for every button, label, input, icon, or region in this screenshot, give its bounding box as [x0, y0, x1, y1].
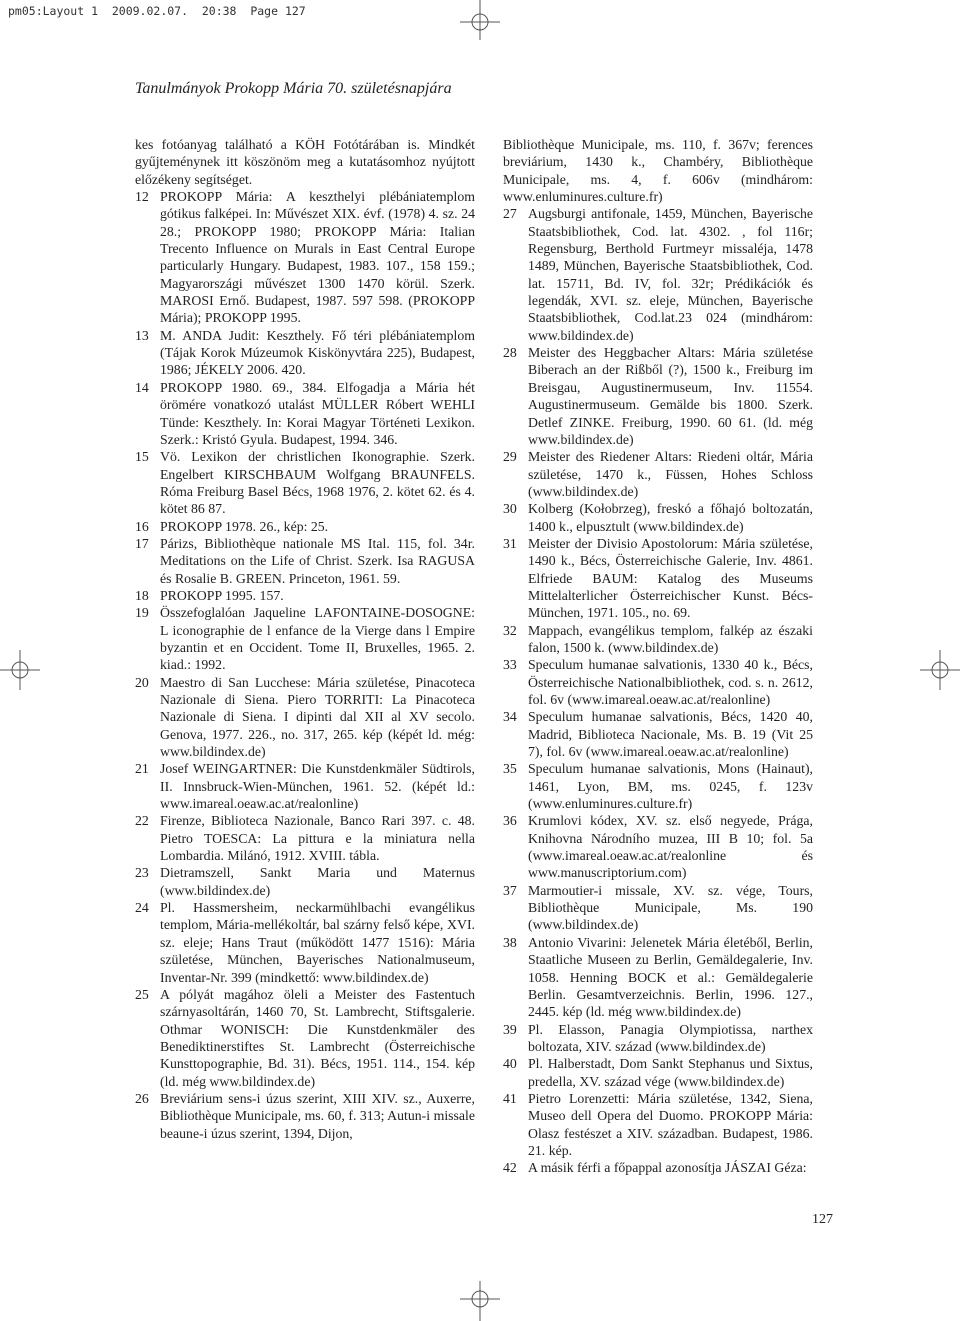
footnote-number: 18	[135, 587, 149, 603]
footnote	[135, 674, 475, 761]
footnote	[503, 535, 813, 622]
footnote-number: 22	[135, 813, 149, 829]
footnote-text: Pl. Elasson, Panagia Olympiotissa, narthex boltozata, XIV. század (www.bildindex.de)	[528, 1021, 813, 1054]
footnote-number: 25	[135, 986, 149, 1002]
footnote-text: Vö. Lexikon der christlichen Ikonographie. Szerk. Engelbert KIRSCHBAUM Wolfgang BRAUNFELS. Róma Freiburg Basel Bécs, 1968 1976, 2. kötet 62. és 4. kötet 86 87.	[160, 449, 475, 517]
footnote	[503, 1090, 813, 1159]
footnote-text: Pietro Lorenzetti: Mária születése, 1342, Siena, Museo dell Opera del Duomo. PROKOPP Mária: Olasz festészet a XIV. században. Budapest, 1986. 21. kép.	[528, 1090, 813, 1158]
footnote-text: Mappach, evangélikus templom, falkép az északi falon, 1500 k. (www.bildindex.de)	[528, 622, 813, 655]
footnote-number: 17	[135, 535, 149, 551]
crop-mark-bottom-icon	[450, 1281, 510, 1321]
footnote-text: Breviárium sens-i úzus szerint, XIII XIV. sz., Auxerre, Bibliothèque Municipale, ms. 60, f. 313; Autun-i missale beaune-i úzus szerint, 1394, Dijon,	[160, 1090, 475, 1141]
footnote-text: Összefoglalóan Jaqueline LAFONTAINE-DOSOGNE: L iconographie de l enfance de la Vierge dans l Empire byzantin et en Occident. Tome II, Bruxelles, 1965. 2. kiad.: 1992.	[160, 605, 475, 673]
footnote-number: 32	[503, 622, 517, 638]
footnote	[503, 934, 813, 1021]
footnote	[503, 760, 813, 812]
footnote	[135, 188, 475, 327]
footnote-text: Meister der Divisio Apostolorum: Mária születése, 1490 k., Bécs, Österreichische Galerie, Inv. 4861. Elfriede BAUM: Katalog des Museums Mittelalterlicher Österreichischer Kunst. Bécs-München, 1971. 105., no. 69.	[528, 535, 813, 621]
footnote-number: 37	[503, 882, 517, 898]
print-slug: pm05:Layout 1 2009.02.07. 20:38 Page 127	[8, 4, 306, 18]
footnote	[503, 500, 813, 535]
footnote-text: A másik férfi a főpappal azonosítja JÁSZAI Géza:	[528, 1160, 807, 1176]
footnote	[135, 379, 475, 448]
footnote-number: 31	[503, 535, 517, 551]
footnote	[135, 518, 475, 535]
footnote-text: Firenze, Biblioteca Nazionale, Banco Rari 397. c. 48. Pietro TOESCA: La pittura e la miniatura nella Lombardia. Milánó, 1912. XVIII. tábla.	[160, 813, 475, 864]
footnote-text: Pl. Halberstadt, Dom Sankt Stephanus und Sixtus, predella, XV. század vége (www.bildindex.de)	[528, 1056, 813, 1089]
footnote	[135, 604, 475, 673]
footnote	[135, 587, 475, 604]
footnote-text: A pólyát magához öleli a Meister des Fastentuch szárnyasoltárán, 1460 70, St. Lambrecht, Stiftsgalerie. Othmar WONISCH: Die Kunstdenkmäler des Benediktinerstiftes St. Lambrecht (Österreichische Kunsttopographie, Bd. 31). Bécs, 1951. 114., 154. kép (ld. még www.bildindex.de)	[160, 986, 475, 1089]
crop-mark-top-icon	[450, 0, 510, 40]
footnote-number: 12	[135, 189, 149, 205]
footnote-text: PROKOPP 1980. 69., 384. Elfogadja a Mária hét örömére vonatkozó utalást MÜLLER Róbert WEHLI Tünde: Keszthely. In: Korai Magyar Történeti Lexikon. Szerk.: Kristó Gyula. Budapest, 1994. 346.	[160, 379, 475, 447]
footnote-text: Párizs, Bibliothèque nationale MS Ital. 115, fol. 34r. Meditations on the Life of Christ. Szerk. Isa RAGUSA és Rosalie B. GREEN. Princeton, 1961. 59.	[160, 535, 475, 586]
footnote-text: kes fotóanyag található a KÖH Fotótárában is. Mindkét gyűjteménynek itt köszönöm meg a kutatásomhoz nyújtott előzékeny segítséget.	[135, 137, 475, 187]
footnote-number: 33	[503, 657, 517, 673]
footnote-text: Josef WEINGARTNER: Die Kunstdenkmäler Südtirols, II. Innsbruck-Wien-München, 1961. 52. (képét ld.: www.imareal.oeaw.ac.at/realonline)	[160, 761, 475, 812]
footnote-text: Bibliothèque Municipale, ms. 110, f. 367v; ferences breviárium, 1430 k., Chambéry, Bibliothèque Municipale, ms. 4, f. 606v (mindhárom: www.enluminures.culture.fr)	[503, 137, 813, 205]
footnote-text: Meister des Riedener Altars: Riedeni oltár, Mária születése, 1470 k., Füssen, Hohes Schloss (www.bildindex.de)	[528, 449, 813, 499]
footnote-text: M. ANDA Judit: Keszthely. Fő téri plébániatemplom (Tájak Korok Múzeumok Kiskönyvtára 225), Budapest, 1986; JÉKELY 2006. 420.	[160, 327, 475, 378]
footnote	[503, 1159, 813, 1176]
footnote-number: 16	[135, 518, 149, 534]
footnote-text: Augsburgi antifonale, 1459, München, Bayerische Staatsbibliothek, Cod. lat. 4302. , fol 116r; Regensburg, Berthold Furtmeyr missaléja, 1478 1489, München, Bayerische Staatsbibliothek, Cod. lat. 15711, Bd. IV, fol. 32r; Prédikációk és legendák, XVI. sz. eleje, München, Bayerische Staatsbibliothek, Cod.lat.23 024 (mindhárom: www.bildindex.de)	[528, 206, 813, 343]
footnote-number: 19	[135, 605, 149, 621]
footnote-text: Krumlovi kódex, XV. sz. első negyede, Prága, Knihovna Národního muzea, III B 10; fol. 5a (www.imareal.oeaw.ac.at/realonline és www.manuscriptorium.com)	[528, 813, 813, 881]
footnote-number: 34	[503, 709, 517, 725]
footnote	[135, 535, 475, 587]
footnote	[135, 1090, 475, 1142]
footnotes-left-column	[135, 136, 475, 1142]
footnote-text: Dietramszell, Sankt Maria und Maternus (www.bildindex.de)	[160, 865, 475, 898]
footnote	[135, 136, 475, 188]
footnote-number: 14	[135, 379, 149, 395]
footnote-text: PROKOPP Mária: A keszthelyi plébániatemplom gótikus falképei. In: Művészet XIX. évf. (1978) 4. sz. 24 28.; PROKOPP 1980; PROKOPP Mária: Italian Trecento Influence on Murals in East Central Europe particularly Hungary. Budapest, 1983. 107., 158 159.; Magyarországi művészet 1300 1470 körül. Szerk. MAROSI Ernő. Budapest, 1987. 597 598. (PROKOPP Mária); PROKOPP 1995.	[160, 189, 475, 326]
footnote-number: 26	[135, 1090, 149, 1106]
footnote	[135, 899, 475, 986]
footnote-text: Pl. Hassmersheim, neckarmühlbachi evangélikus templom, Mária-mellékoltár, bal szárny felső képe, XVI. sz. eleje; Hans Traut (működött 1477 1516): Mária születése, München, Bayerisches Nationalmuseum, Inventar-Nr. 399 (mindkettő: www.bildindex.de)	[160, 900, 475, 985]
footnote-number: 20	[135, 674, 149, 690]
footnote-number: 35	[503, 761, 517, 777]
footnote-text: Kolberg (Kołobrzeg), freskó a főhajó boltozatán, 1400 k., elpusztult (www.bildindex.de)	[528, 501, 813, 534]
footnote-number: 38	[503, 934, 517, 950]
footnote-text: Speculum humanae salvationis, Bécs, 1420 40, Madrid, Biblioteca Nacionale, Ms. B. 19 (Vit 25 7), fol. 6v (www.imareal.oeaw.ac.at/realonline)	[528, 709, 813, 760]
footnote	[135, 327, 475, 379]
footnote-number: 30	[503, 501, 517, 517]
footnote-number: 23	[135, 865, 149, 881]
footnote-text: PROKOPP 1995. 157.	[160, 587, 284, 603]
footnote-number: 41	[503, 1090, 517, 1106]
footnote-number: 21	[135, 761, 149, 777]
footnote-number: 39	[503, 1021, 517, 1037]
footnote	[135, 864, 475, 899]
crop-mark-left-icon	[0, 640, 40, 700]
crop-mark-right-icon	[920, 640, 960, 700]
footnote-text: Meister des Heggbacher Altars: Mária születése Biberach an der Rißből (?), 1500 k., Freiburg im Breisgau, Augustinermuseum, Inv. 11554. Augustinermuseum. Gemälde bis 1800. Szerk. Detlef ZINKE. Freiburg, 1990. 60 61. (ld. még www.bildindex.de)	[528, 345, 813, 447]
footnote	[135, 812, 475, 864]
footnote	[135, 760, 475, 812]
footnote-number: 29	[503, 449, 517, 465]
footnote-text: Speculum humanae salvationis, Mons (Hainaut), 1461, Lyon, BM, ms. 0245, f. 123v (www.enluminures.culture.fr)	[528, 761, 813, 812]
footnote	[503, 656, 813, 708]
footnote	[503, 448, 813, 500]
footnote	[503, 708, 813, 760]
footnote-number: 42	[503, 1160, 517, 1176]
footnote	[135, 986, 475, 1090]
footnote-number: 15	[135, 449, 149, 465]
footnote-number: 36	[503, 813, 517, 829]
footnote-number: 24	[135, 900, 149, 916]
footnote	[503, 812, 813, 881]
footnote-number: 40	[503, 1056, 517, 1072]
footnote	[503, 1055, 813, 1090]
footnote	[503, 205, 813, 344]
footnote	[503, 1021, 813, 1056]
footnote-text: Speculum humanae salvationis, 1330 40 k., Bécs, Österreichische Nationalbibliothek, cod. s. n. 2612, fol. 6v (www.imareal.oeaw.ac.at/realonline)	[528, 657, 813, 707]
footnote-number: 28	[503, 345, 517, 361]
footnotes-right-column	[503, 136, 813, 1177]
footnote	[503, 136, 813, 205]
footnote	[503, 344, 813, 448]
footnote-text: Maestro di San Lucchese: Mária születése, Pinacoteca Nazionale di Siena. Piero TORRITI: La Pinacoteca Nazionale di Siena. I dipinti dal XII al XV secolo. Genova, 1977. 226., no. 317, 265. kép (képét ld. még: www.bildindex.de)	[160, 674, 475, 760]
footnote-number: 13	[135, 327, 149, 343]
footnote-number: 27	[503, 206, 517, 222]
footnote	[503, 882, 813, 934]
footnote-text: Marmoutier-i missale, XV. sz. vége, Tours, Bibliothèque Municipale, Ms. 190 (www.bildindex.de)	[528, 882, 813, 933]
footnote	[135, 448, 475, 517]
page-number: 127	[812, 1212, 833, 1227]
running-head: Tanulmányok Prokopp Mária 70. születésnapjára	[135, 80, 452, 97]
footnote-text: PROKOPP 1978. 26., kép: 25.	[160, 518, 329, 534]
footnote-text: Antonio Vivarini: Jelenetek Mária életéből, Berlin, Staatliche Museen zu Berlin, Gemäldegalerie, Inv. 1058. Henning BOCK et al.: Gemäldegalerie Berlin. Gesamtverzeichnis. Berlin, 1996. 127., 2445. kép (ld. még www.bildindex.de)	[528, 934, 813, 1020]
footnote	[503, 622, 813, 657]
